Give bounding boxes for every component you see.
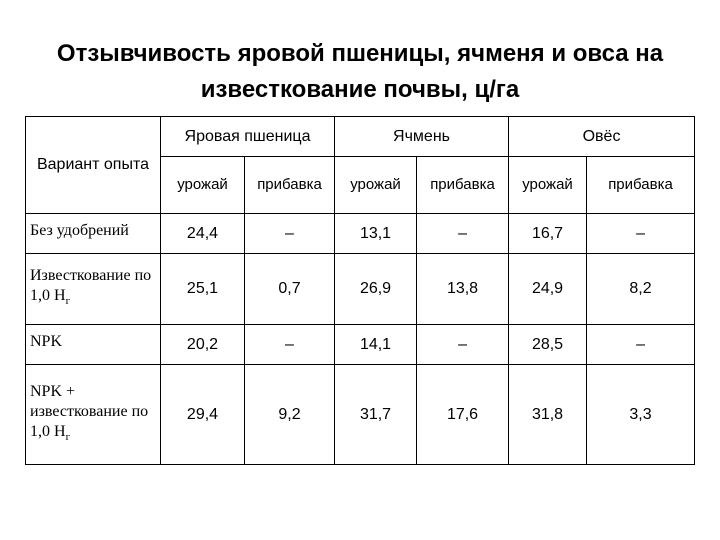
row-label — [26, 325, 161, 365]
value-cell: 16,7 — [509, 214, 587, 254]
row-label — [26, 365, 161, 465]
value-cell: 31,7 — [335, 365, 417, 465]
yield-table — [25, 116, 695, 465]
value-cell: 9,2 — [245, 365, 335, 465]
header-row-groups — [26, 117, 695, 157]
value-cell: 25,1 — [161, 254, 245, 325]
value-cell: 28,5 — [509, 325, 587, 365]
group-header-wheat: Яровая пшеница — [161, 117, 335, 157]
value-cell: 8,2 — [587, 254, 695, 325]
value-cell: 31,8 — [509, 365, 587, 465]
title-line-2: известкование почвы, ц/га — [200, 76, 520, 103]
group-header-barley: Ячмень — [335, 117, 509, 157]
value-cell: 0,7 — [245, 254, 335, 325]
value-cell: 13,8 — [417, 254, 509, 325]
value-cell: – — [417, 325, 509, 365]
row-label-text: Известкование по 1,0 Н — [30, 267, 152, 305]
row-label-text: NPK — [30, 332, 63, 350]
row-label-text: Без удобрений — [30, 221, 129, 239]
subheader-cell: прибавка — [417, 157, 509, 214]
value-cell: 24,9 — [509, 254, 587, 325]
subheader-cell: урожай — [161, 157, 245, 214]
row-label — [26, 214, 161, 254]
value-cell: 3,3 — [587, 365, 695, 465]
value-cell: 17,6 — [417, 365, 509, 465]
subheader-cell: прибавка — [245, 157, 335, 214]
value-cell: 24,4 — [161, 214, 245, 254]
title-line-1: Отзывчивость яровой пшеницы, ячменя и овса на — [56, 40, 664, 67]
group-header-oats: Овёс — [509, 117, 695, 157]
row-label-subscript: г — [65, 295, 71, 308]
value-cell: – — [245, 325, 335, 365]
value-cell: – — [245, 214, 335, 254]
page-title — [0, 36, 720, 108]
value-cell: 13,1 — [335, 214, 417, 254]
value-cell: 26,9 — [335, 254, 417, 325]
variant-header: Вариант опыта — [26, 117, 161, 214]
row-label-text: NPK + известкование по 1,0 Н — [30, 382, 149, 440]
value-cell: 29,4 — [161, 365, 245, 465]
value-cell: 14,1 — [335, 325, 417, 365]
value-cell: – — [417, 214, 509, 254]
row-label — [26, 254, 161, 325]
table-row — [26, 365, 695, 465]
table-row — [26, 325, 695, 365]
value-cell: – — [587, 325, 695, 365]
subheader-cell: прибавка — [587, 157, 695, 214]
subheader-cell: урожай — [335, 157, 417, 214]
value-cell: – — [587, 214, 695, 254]
value-cell: 20,2 — [161, 325, 245, 365]
table-row — [26, 254, 695, 325]
table-row — [26, 214, 695, 254]
subheader-cell: урожай — [509, 157, 587, 214]
row-label-subscript: г — [65, 431, 71, 444]
table-body — [26, 214, 695, 465]
